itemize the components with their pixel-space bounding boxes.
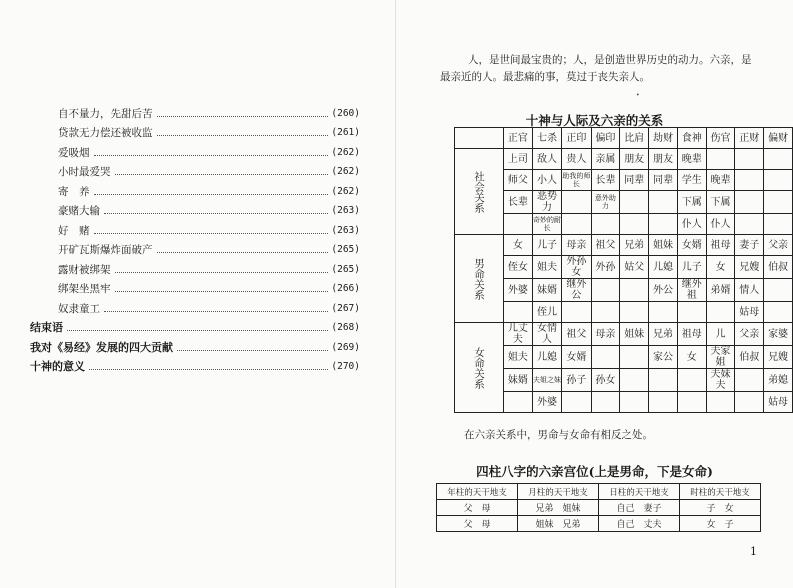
table-cell: 亲属 bbox=[591, 149, 620, 170]
table-cell: 祖父 bbox=[562, 323, 591, 346]
pillar-header: 月柱的天干地支 bbox=[518, 484, 599, 500]
table-cell bbox=[735, 170, 764, 191]
table-cell: 外孙女 bbox=[562, 256, 591, 279]
table-cell: 继外公 bbox=[562, 279, 591, 302]
table-cell bbox=[591, 302, 620, 323]
table-cell bbox=[620, 392, 649, 413]
table-cell: 朋友 bbox=[620, 149, 649, 170]
intro-line-2: 最亲近的人。最悲痛的事，莫过于丧失亲人。 bbox=[440, 71, 650, 83]
toc-leader-dots bbox=[157, 134, 329, 136]
table-cell: 女情人 bbox=[532, 323, 561, 346]
table-cell: 晚辈 bbox=[677, 149, 706, 170]
table-cell: 祖父 bbox=[591, 235, 620, 256]
pillar-header: 时柱的天干地支 bbox=[680, 484, 761, 500]
toc-leader-dots bbox=[115, 271, 329, 273]
table-cell bbox=[562, 392, 591, 413]
table-cell: 兄嫂 bbox=[764, 346, 793, 369]
toc-entry-title: 露财被绑架 bbox=[58, 263, 111, 276]
table-cell: 女婿 bbox=[562, 346, 591, 369]
table-cell: 妹婿 bbox=[504, 369, 533, 392]
table-cell: 父亲 bbox=[764, 235, 793, 256]
table-cell bbox=[649, 302, 678, 323]
toc-entry-title: 好 赌 bbox=[58, 224, 90, 237]
table-cell: 姐妹 bbox=[620, 323, 649, 346]
table-cell: 外婆 bbox=[532, 392, 561, 413]
table-cell: 弟婿 bbox=[706, 279, 735, 302]
table-cell bbox=[504, 214, 533, 235]
table-cell: 继外祖 bbox=[677, 279, 706, 302]
toc-entry-title: 结束语 bbox=[30, 321, 63, 334]
table-cell: 晚辈 bbox=[706, 170, 735, 191]
header-cell: 偏印 bbox=[591, 128, 620, 149]
toc-entry-title: 开矿瓦斯爆炸面破产 bbox=[58, 244, 153, 256]
toc-leader-dots bbox=[104, 212, 328, 214]
table-cell bbox=[764, 214, 793, 235]
toc-entry-page: (266) bbox=[331, 283, 360, 294]
toc-entry-page: (262) bbox=[331, 166, 360, 177]
toc-entry-page: (261) bbox=[331, 127, 360, 138]
toc-entry-title: 我对《易经》发展的四大贡献 bbox=[30, 340, 173, 354]
toc-entry-page: (270) bbox=[331, 361, 360, 372]
table-cell: 姐夫 bbox=[532, 256, 561, 279]
table-cell bbox=[735, 392, 764, 413]
header-corner-cell bbox=[455, 128, 504, 149]
toc-entry bbox=[30, 276, 360, 296]
header-cell: 偏财 bbox=[764, 128, 793, 149]
table-cell: 母亲 bbox=[562, 235, 591, 256]
table-cell: 下属 bbox=[706, 191, 735, 214]
table-cell: 父亲 bbox=[735, 323, 764, 346]
header-cell: 正财 bbox=[735, 128, 764, 149]
table-cell: 孙子 bbox=[562, 369, 591, 392]
table-cell bbox=[706, 392, 735, 413]
table-cell: 上司 bbox=[504, 149, 533, 170]
toc-entry bbox=[30, 295, 360, 315]
table-cell: 母亲 bbox=[591, 323, 620, 346]
table-cell bbox=[591, 346, 620, 369]
toc-entry bbox=[30, 198, 360, 218]
table-cell bbox=[591, 214, 620, 235]
table-of-contents bbox=[30, 100, 360, 373]
table-cell bbox=[649, 191, 678, 214]
header-cell: 七杀 bbox=[532, 128, 561, 149]
table-row bbox=[437, 484, 761, 500]
table-cell bbox=[764, 302, 793, 323]
table-cell: 同辈 bbox=[620, 170, 649, 191]
toc-entry bbox=[30, 178, 360, 198]
table-cell: 儿子 bbox=[677, 256, 706, 279]
toc-entry-title: 贷款无力偿还被收监 bbox=[58, 127, 153, 139]
toc-entry bbox=[30, 217, 360, 237]
female-cell: 姐妹 兄弟 bbox=[518, 516, 599, 532]
table-cell: 祖母 bbox=[677, 323, 706, 346]
table-cell bbox=[620, 279, 649, 302]
table-cell: 姐夫 bbox=[504, 346, 533, 369]
table-cell: 下属 bbox=[677, 191, 706, 214]
table-row bbox=[455, 392, 793, 413]
table-cell: 兄嫂 bbox=[735, 256, 764, 279]
table-cell: 敌人 bbox=[532, 149, 561, 170]
pillar-header: 年柱的天干地支 bbox=[437, 484, 518, 500]
table-cell bbox=[620, 302, 649, 323]
toc-entry-title: 自不量力，先甜后苦 bbox=[58, 107, 153, 120]
right-page bbox=[396, 0, 793, 588]
table-cell: 伯叔 bbox=[764, 256, 793, 279]
table-cell: 学生 bbox=[677, 170, 706, 191]
toc-entry-title: 奴隶童工 bbox=[58, 302, 100, 315]
table-cell bbox=[735, 214, 764, 235]
table-cell bbox=[677, 302, 706, 323]
table-row bbox=[455, 369, 793, 392]
table-cell bbox=[620, 369, 649, 392]
table-cell: 夫姐之妹 bbox=[532, 369, 561, 392]
table-cell: 姑父 bbox=[620, 256, 649, 279]
header-cell: 伤官 bbox=[706, 128, 735, 149]
table1-title: 十神与人际及六亲的关系 bbox=[525, 113, 664, 128]
female-cell: 父 母 bbox=[437, 516, 518, 532]
table-row bbox=[455, 170, 793, 191]
table-row bbox=[455, 323, 793, 346]
group-label: 男命关系 bbox=[455, 235, 504, 323]
table-cell bbox=[649, 392, 678, 413]
toc-entry-title: 豪赌大输 bbox=[58, 205, 100, 217]
intro-paragraph bbox=[440, 52, 786, 86]
ten-gods-relations-table bbox=[454, 127, 793, 413]
table-cell bbox=[591, 279, 620, 302]
table-cell: 夫妹夫 bbox=[706, 369, 735, 392]
table-cell: 侄女 bbox=[504, 256, 533, 279]
toc-leader-dots bbox=[177, 349, 328, 351]
table-cell: 外婆 bbox=[504, 279, 533, 302]
table-cell bbox=[735, 369, 764, 392]
table-cell: 外公 bbox=[649, 279, 678, 302]
table-cell: 侄儿 bbox=[532, 302, 561, 323]
table-cell bbox=[764, 149, 793, 170]
table-cell: 儿 bbox=[706, 323, 735, 346]
toc-entry-page: (269) bbox=[331, 341, 360, 353]
toc-entry-page: (263) bbox=[331, 224, 360, 236]
toc-entry bbox=[30, 256, 360, 276]
toc-entry-title: 寄 养 bbox=[58, 185, 90, 198]
header-cell: 比肩 bbox=[620, 128, 649, 149]
six-relatives-pillars-table bbox=[436, 483, 761, 532]
table-row bbox=[437, 516, 761, 532]
table-cell bbox=[735, 149, 764, 170]
table-cell: 长辈 bbox=[504, 191, 533, 214]
male-cell: 自己 妻子 bbox=[599, 500, 680, 516]
table-cell bbox=[562, 302, 591, 323]
table-row bbox=[455, 214, 793, 235]
table-cell: 小人 bbox=[532, 170, 561, 191]
table-cell bbox=[504, 302, 533, 323]
table-cell: 妻子 bbox=[735, 235, 764, 256]
table-cell: 儿子 bbox=[532, 235, 561, 256]
header-cell: 劫财 bbox=[649, 128, 678, 149]
toc-entry-page: (263) bbox=[331, 205, 360, 216]
table-cell: 儿媳 bbox=[649, 256, 678, 279]
table-row bbox=[455, 279, 793, 302]
table-cell: 贵人 bbox=[562, 149, 591, 170]
table-cell: 仆人 bbox=[706, 214, 735, 235]
toc-entry bbox=[30, 237, 360, 257]
toc-entry-title: 绑架坐黑牢 bbox=[58, 283, 111, 295]
table-row bbox=[455, 149, 793, 170]
table-cell: 家公 bbox=[649, 346, 678, 369]
table-cell bbox=[706, 302, 735, 323]
table-cell: 姑母 bbox=[764, 392, 793, 413]
table-cell: 仆人 bbox=[677, 214, 706, 235]
table-cell bbox=[649, 369, 678, 392]
toc-leader-dots bbox=[89, 368, 328, 370]
toc-entry-page: (260) bbox=[331, 107, 360, 119]
table-row bbox=[437, 500, 761, 516]
table-cell bbox=[764, 170, 793, 191]
table-cell: 家婆 bbox=[764, 323, 793, 346]
table-cell bbox=[504, 392, 533, 413]
table-cell: 兄弟 bbox=[620, 235, 649, 256]
header-cell: 食神 bbox=[677, 128, 706, 149]
intro-line-1: 人，是世间最宝贵的；人，是创造世界历史的动力。六亲，是 bbox=[468, 54, 752, 66]
toc-entry bbox=[30, 354, 360, 374]
table-cell: 儿媳 bbox=[532, 346, 561, 369]
toc-leader-dots bbox=[115, 173, 329, 175]
toc-entry-page: (262) bbox=[331, 185, 360, 197]
group-label: 女命关系 bbox=[455, 323, 504, 413]
table-cell: 夫家姐 bbox=[706, 346, 735, 369]
toc-leader-dots bbox=[104, 310, 328, 312]
toc-entry-title: 小时最爱哭 bbox=[58, 166, 111, 178]
table-cell: 朋友 bbox=[649, 149, 678, 170]
table2-title: 四柱八字的六亲宫位(上是男命，下是女命) bbox=[476, 464, 713, 479]
male-cell: 父 母 bbox=[437, 500, 518, 516]
table-cell bbox=[677, 369, 706, 392]
table-cell: 孙女 bbox=[591, 369, 620, 392]
toc-entry bbox=[30, 100, 360, 120]
toc-entry bbox=[30, 334, 360, 354]
table-cell: 情人 bbox=[735, 279, 764, 302]
page-number: 1 bbox=[750, 545, 757, 558]
toc-entry bbox=[30, 159, 360, 179]
table-cell: 师父 bbox=[504, 170, 533, 191]
table1-note: 在六亲关系中，男命与女命有相反之处。 bbox=[464, 429, 653, 441]
table-row bbox=[455, 256, 793, 279]
toc-leader-dots bbox=[94, 232, 329, 234]
table-cell: 祖母 bbox=[706, 235, 735, 256]
pillar-header: 日柱的天干地支 bbox=[599, 484, 680, 500]
male-cell: 兄弟 姐妹 bbox=[518, 500, 599, 516]
table-cell: 长辈 bbox=[591, 170, 620, 191]
toc-leader-dots bbox=[157, 115, 329, 117]
table-cell bbox=[620, 191, 649, 214]
print-speck: • bbox=[636, 92, 640, 99]
group-label: 社会关系 bbox=[455, 149, 504, 235]
toc-entry bbox=[30, 139, 360, 159]
toc-entry-page: (265) bbox=[331, 244, 360, 255]
table-cell bbox=[735, 191, 764, 214]
table-cell: 奇妙的耐 长 bbox=[532, 214, 561, 235]
table-cell: 弟媳 bbox=[764, 369, 793, 392]
table-cell: 女 bbox=[677, 346, 706, 369]
table-cell bbox=[764, 191, 793, 214]
table-cell: 意外助力 bbox=[591, 191, 620, 214]
toc-leader-dots bbox=[115, 290, 329, 292]
table-cell: 兄弟 bbox=[649, 323, 678, 346]
table-cell bbox=[562, 191, 591, 214]
table-cell bbox=[591, 392, 620, 413]
table-row bbox=[455, 346, 793, 369]
female-cell: 自己 丈夫 bbox=[599, 516, 680, 532]
table-cell: 妹婿 bbox=[532, 279, 561, 302]
table-cell bbox=[677, 392, 706, 413]
toc-entry-page: (268) bbox=[331, 322, 360, 333]
table-cell: 恶势力 bbox=[532, 191, 561, 214]
toc-entry bbox=[30, 120, 360, 140]
table-cell: 姑母 bbox=[735, 302, 764, 323]
toc-entry-page: (262) bbox=[331, 146, 360, 158]
header-cell: 正印 bbox=[562, 128, 591, 149]
table-row bbox=[455, 191, 793, 214]
table-cell: 助我的师 长 bbox=[562, 170, 591, 191]
female-cell: 女 子 bbox=[680, 516, 761, 532]
toc-entry bbox=[30, 315, 360, 335]
table-cell bbox=[649, 214, 678, 235]
table-cell: 同辈 bbox=[649, 170, 678, 191]
table-cell bbox=[620, 346, 649, 369]
header-cell: 正官 bbox=[504, 128, 533, 149]
table-cell bbox=[620, 214, 649, 235]
male-cell: 子 女 bbox=[680, 500, 761, 516]
table-cell: 女 bbox=[504, 235, 533, 256]
toc-leader-dots bbox=[67, 329, 328, 331]
table-cell: 女 bbox=[706, 256, 735, 279]
table-cell: 姐妹 bbox=[649, 235, 678, 256]
table-cell: 女婿 bbox=[677, 235, 706, 256]
left-page bbox=[0, 0, 396, 588]
table-cell bbox=[764, 279, 793, 302]
toc-leader-dots bbox=[157, 251, 329, 253]
toc-leader-dots bbox=[94, 193, 329, 195]
table-cell: 外孙 bbox=[591, 256, 620, 279]
toc-entry-title: 爱吸烟 bbox=[58, 146, 90, 159]
toc-entry-page: (265) bbox=[331, 263, 360, 275]
table-row bbox=[455, 235, 793, 256]
table-row bbox=[455, 302, 793, 323]
table-cell: 儿丈夫 bbox=[504, 323, 533, 346]
toc-entry-title: 十神的意义 bbox=[30, 360, 85, 373]
toc-entry-page: (267) bbox=[331, 302, 360, 314]
table-cell bbox=[706, 149, 735, 170]
table-cell: 伯叔 bbox=[735, 346, 764, 369]
toc-leader-dots bbox=[94, 154, 329, 156]
